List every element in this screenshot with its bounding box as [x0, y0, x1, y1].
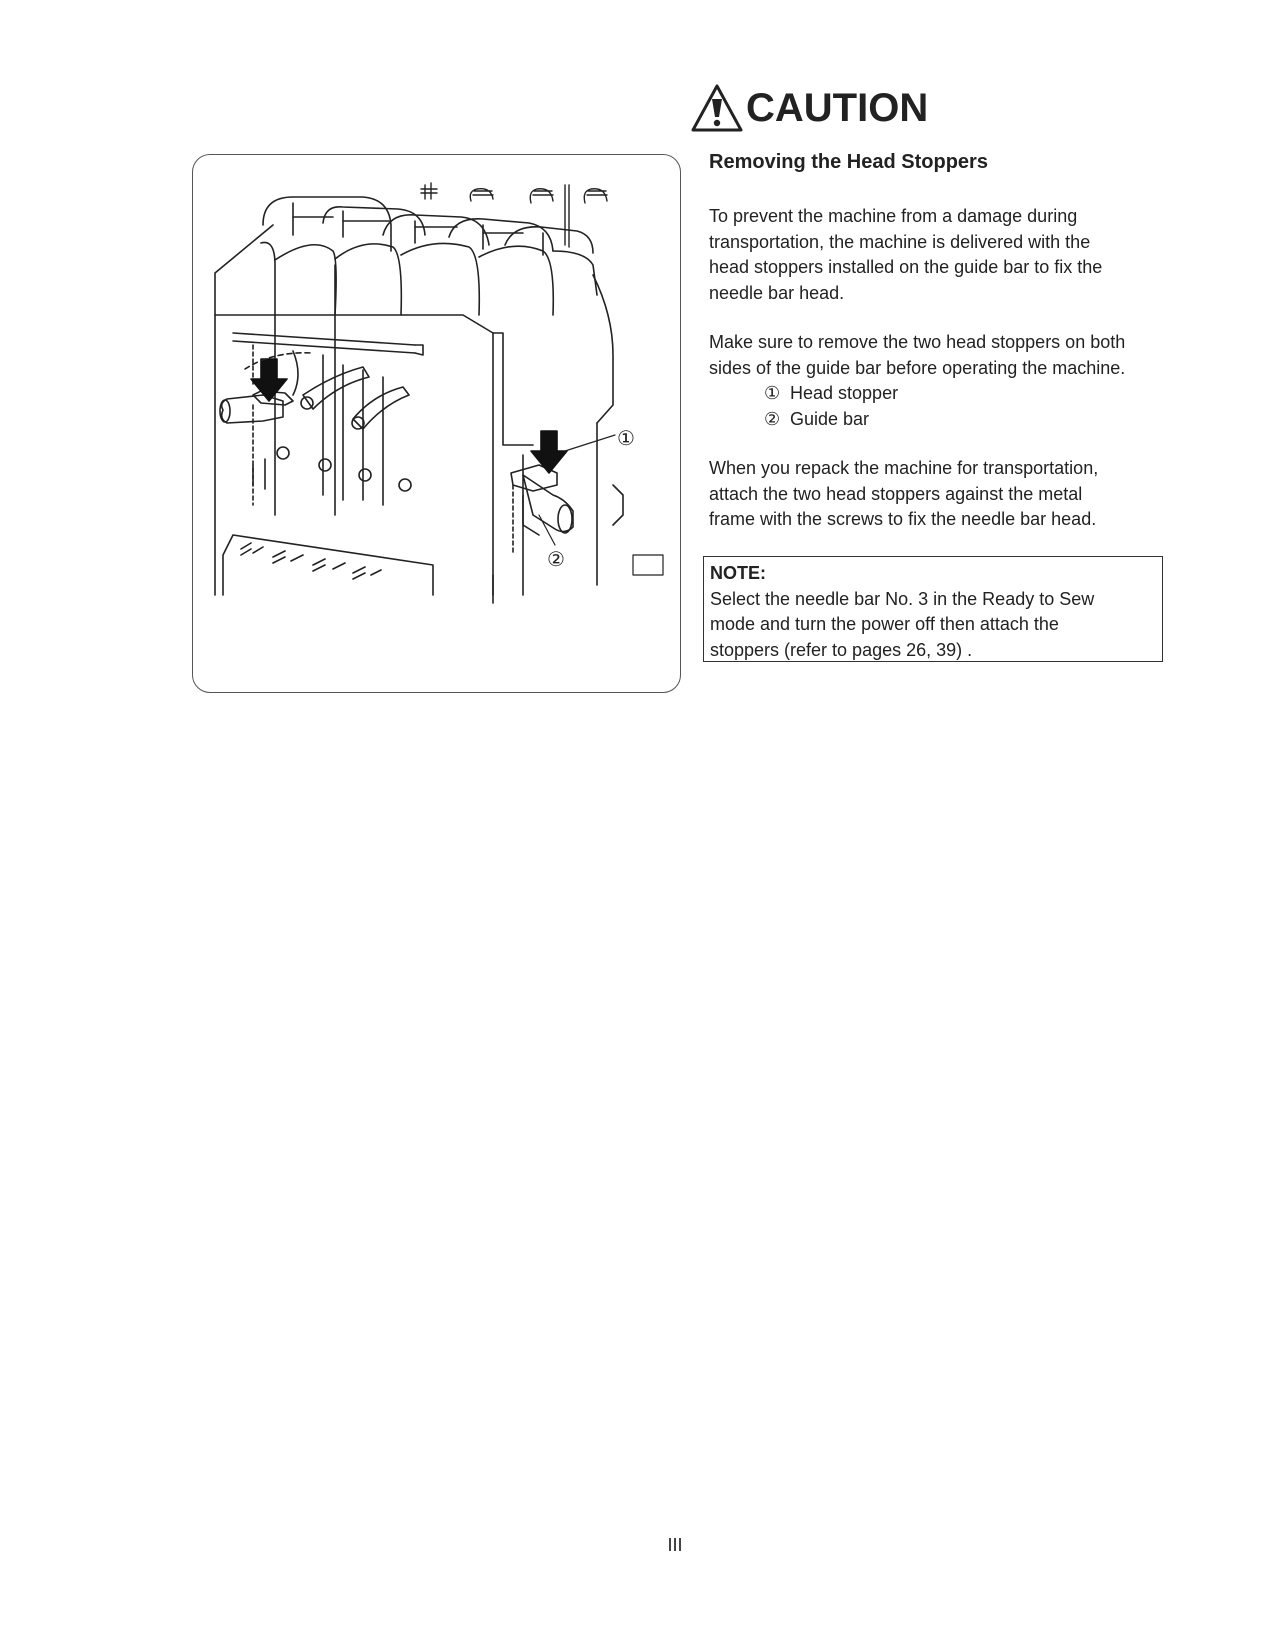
callout-1: ① [617, 426, 635, 450]
section-title: Removing the Head Stoppers [709, 151, 988, 173]
callout-2: ② [547, 547, 565, 571]
paragraph-2 [709, 330, 1179, 432]
right-head-stopper [511, 465, 573, 555]
paragraph-3 [709, 456, 1179, 533]
top-covers [263, 197, 593, 255]
list-item [709, 407, 1179, 433]
arrow-down-icon [251, 359, 287, 401]
list-item [709, 381, 1179, 407]
note-box [703, 556, 1163, 662]
text-line: transportation, the machine is delivered with the [709, 231, 1091, 252]
illustration-panel [192, 154, 681, 693]
note-line: stoppers (refer to pages 26, 39) . [710, 639, 973, 660]
text-line: Make sure to remove the two head stoppers on both [709, 332, 1126, 352]
note-line: mode and turn the power off then attach the [710, 614, 1059, 634]
note-line: Select the needle bar No. 3 in the Ready to Sew [710, 588, 1095, 609]
caution-header [690, 80, 928, 136]
machine-diagram [193, 155, 682, 694]
part-label: Head stopper [790, 383, 899, 403]
bottom-panel [223, 535, 433, 595]
text-line: needle bar head. [709, 282, 845, 303]
caution-title: CAUTION [746, 85, 929, 130]
text-line: attach the two head stoppers against the metal [709, 483, 1083, 504]
needle-bars [301, 355, 409, 505]
part-number: ② [764, 408, 781, 429]
text-line: sides of the guide bar before operating the machine. [709, 357, 1126, 378]
warning-triangle-icon [690, 83, 744, 133]
note-title: NOTE: [710, 563, 766, 583]
part-number: ① [764, 383, 781, 403]
text-line: frame with the screws to fix the needle bar head. [709, 509, 1097, 529]
text-line: head stoppers installed on the guide bar to fix the [709, 257, 1103, 277]
page-number: III [667, 1535, 683, 1555]
text-line: To prevent the machine from a damage during [709, 206, 1078, 226]
part-label: Guide bar [790, 408, 870, 429]
front-knobs [253, 447, 411, 491]
arrow-down-icon [531, 431, 567, 473]
parts-list [709, 381, 1179, 432]
paragraph-1 [709, 204, 1179, 306]
left-head-stopper [220, 391, 293, 423]
text-line: When you repack the machine for transportation, [709, 458, 1099, 478]
